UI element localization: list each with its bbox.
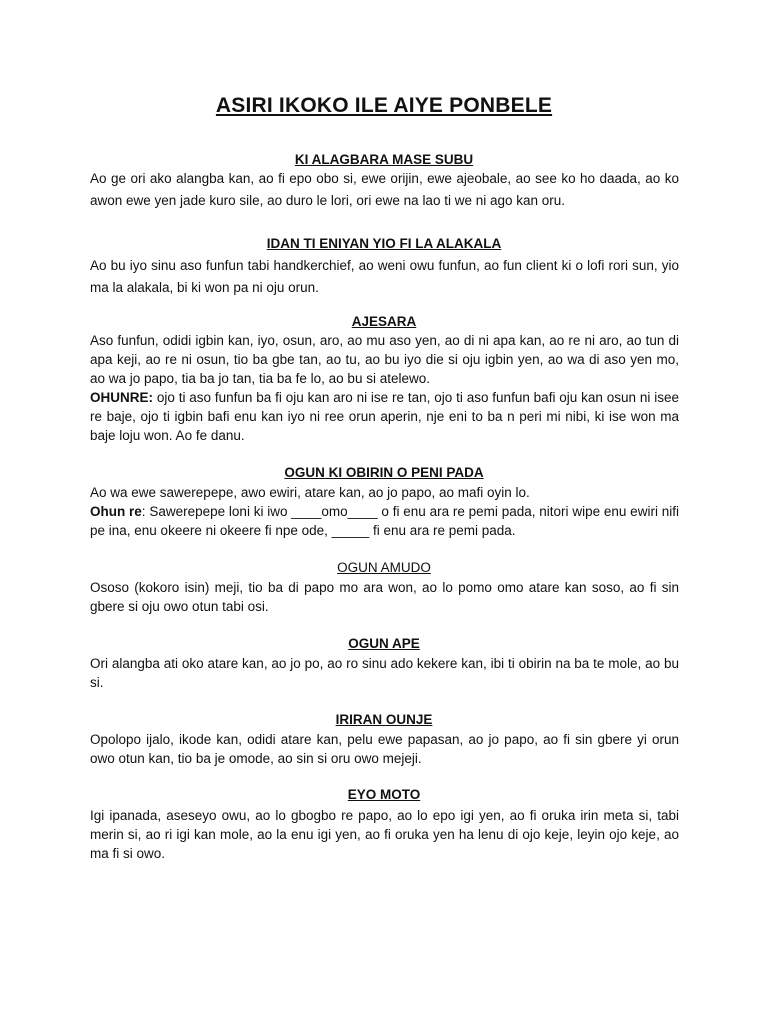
note-text: : Sawerepepe loni ki iwo ____omo____ o fi enu ara re pemi pada, nitori wipe enu ewiri nifi pe ina, enu okeere ni okeere fi npe ode, _____ fi enu ara re pemi pada. bbox=[90, 504, 679, 538]
section-paragraph: Opolopo ijalo, ikode kan, odidi atare kan, pelu ewe papasan, ao jo papo, ao fi sin gbere yi orun owo otun kan, tio ba je omode, ao sin si oru owo mejeji. bbox=[90, 732, 679, 766]
section-note bbox=[90, 502, 679, 540]
section-paragraph: Ao wa ewe sawerepepe, awo ewiri, atare kan, ao jo papo, ao mafi oyin lo. bbox=[90, 485, 530, 500]
section-paragraph: Igi ipanada, aseseyo owu, ao lo gbogbo re papo, ao lo epo igi yen, ao fi oruka irin meta si, tabi merin si, ao ri igi kan mole, ao la enu igi yen, ao fi oruka yen ha lenu di ojo keje, leyin ojo keje, ao ma fi si owo. bbox=[90, 808, 679, 861]
section-heading: OGUN AMUDO bbox=[337, 560, 431, 575]
note-label: Ohun re bbox=[90, 504, 142, 519]
note-label: OHUNRE: bbox=[90, 390, 153, 405]
section-heading: OGUN KI OBIRIN O PENI PADA bbox=[284, 465, 484, 480]
section-paragraph: Aso funfun, odidi igbin kan, iyo, osun, aro, ao mu aso yen, ao di ni apa kan, ao re ni aro, ao tun di apa keji, ao re ni osun, tio ba gbe tan, ao tu, ao bu iyo die si oju igbin yen, ao wa di aso yen mo, ao wa jo papo, tia ba jo tan, tia ba fe lo, ao bu si atelewo. bbox=[90, 333, 679, 386]
section-heading: IRIRAN OUNJE bbox=[335, 712, 433, 727]
note-text: ojo ti aso funfun ba fi oju kan aro ni ise re tan, ojo ti aso funfun bafi oju kan osun ni isee re baje, ojo ti igbin bafi enu kan iyo ni ree orun aperin, nje eni to ba n peri mi nibi, ki ise won ma baje loju won. Ao fe danu. bbox=[90, 390, 679, 443]
section-paragraph: Ososo (kokoro isin) meji, tio ba di papo mo ara won, ao lo pomo omo atare kan soso, ao fi sin gbere si oju owo otun tabi osi. bbox=[90, 580, 679, 614]
section-heading: IDAN TI ENIYAN YIO FI LA ALAKALA bbox=[266, 236, 502, 251]
document-title: ASIRI IKOKO ILE AIYE PONBELE bbox=[215, 94, 553, 117]
section-paragraph: Ori alangba ati oko atare kan, ao jo po, ao ro sinu ado kekere kan, ibi ti obirin na ba te mole, ao bu si. bbox=[90, 656, 679, 690]
section-paragraph: Ao ge ori ako alangba kan, ao fi epo obo si, ewe orijin, ewe ajeobale, ao see ko ho daada, ao ko awon ewe yen jade kuro sile, ao duro le lori, ori ewe na lao ti we ni ago kan oru. bbox=[90, 171, 679, 208]
section-heading: AJESARA bbox=[351, 314, 417, 329]
section-heading: EYO MOTO bbox=[347, 787, 421, 802]
section-paragraph: Ao bu iyo sinu aso funfun tabi handkerchief, ao weni owu funfun, ao fun client ki o lofi rori sun, yio ma la alakala, bi ki won pa ni oju orun. bbox=[90, 258, 679, 295]
section-note bbox=[90, 388, 679, 445]
section-heading: KI ALAGBARA MASE SUBU bbox=[294, 152, 474, 167]
section-heading: OGUN APE bbox=[348, 636, 420, 651]
